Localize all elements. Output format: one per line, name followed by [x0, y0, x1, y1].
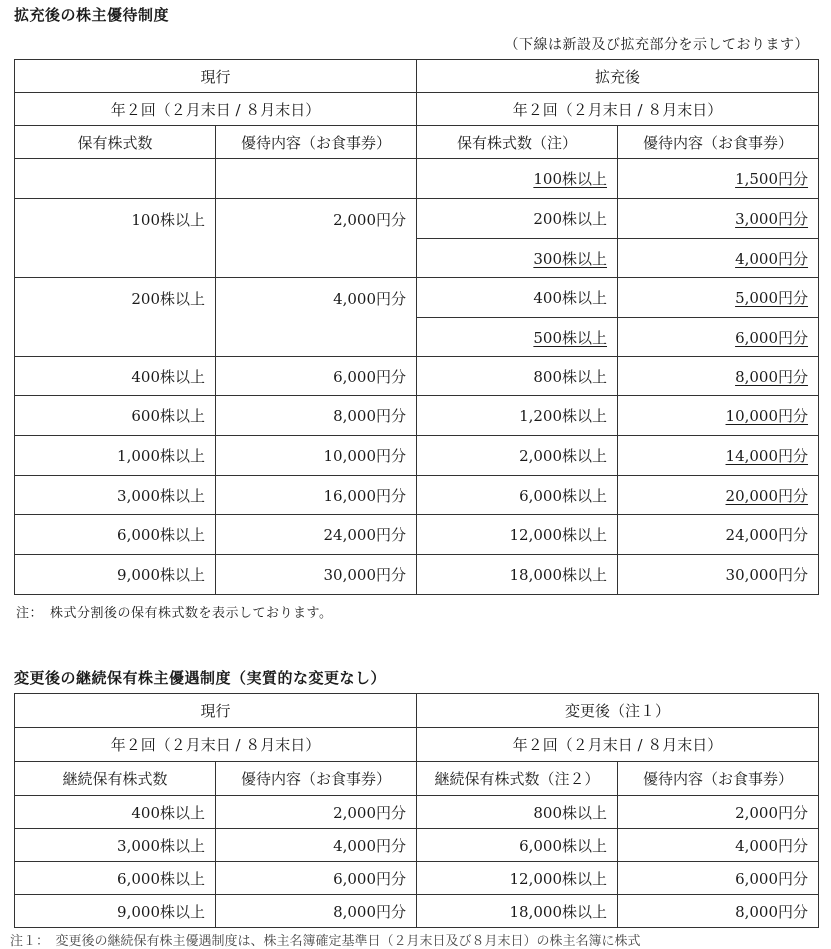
expanded-benefit-cell: 1,500円分 — [618, 159, 819, 199]
schedule-changed: 年２回（２月末日 / ８月末日） — [417, 728, 819, 762]
expanded-shares-cell: 6,000株以上 — [417, 476, 618, 515]
current-shares-cell: 3,000株以上 — [15, 476, 216, 515]
changed-shares-cell: 18,000株以上 — [417, 895, 618, 928]
expanded-shares-cell: 18,000株以上 — [417, 555, 618, 595]
current-shares-cell: 200株以上 — [15, 278, 216, 357]
section2-cutoff-note: 注１： 変更後の継続保有株主優遇制度は、株主名簿確定基準日（２月末日及び８月末日）の株主名簿に株式 — [10, 934, 641, 949]
schedule-expanded: 年２回（２月末日 / ８月末日） — [417, 93, 819, 126]
changed-shares-cell: 6,000株以上 — [417, 829, 618, 862]
col-header-shares: 継続保有株式数 — [15, 762, 216, 796]
expanded-shares-cell: 500株以上 — [417, 318, 618, 357]
col-header-benefit: 優待内容（お食事券） — [216, 762, 417, 796]
col-header-shares: 保有株式数 — [15, 126, 216, 159]
underline-legend-note: （下線は新設及び拡充部分を示しております） — [504, 37, 809, 53]
current-shares-cell: 400株以上 — [15, 357, 216, 396]
expanded-shares-cell: 300株以上 — [417, 239, 618, 278]
col-header-benefit: 優待内容（お食事券） — [216, 126, 417, 159]
changed-benefit-cell: 2,000円分 — [618, 796, 819, 829]
current-shares-cell: 100株以上 — [15, 199, 216, 278]
expanded-benefit-cell: 20,000円分 — [618, 476, 819, 515]
current-shares-cell — [15, 159, 216, 199]
current-shares-cell: 9,000株以上 — [15, 555, 216, 595]
expanded-benefit-cell: 30,000円分 — [618, 555, 819, 595]
header-current: 現行 — [15, 60, 417, 93]
changed-benefit-cell: 4,000円分 — [618, 829, 819, 862]
expanded-shares-cell: 1,200株以上 — [417, 396, 618, 436]
expanded-benefit-cell: 5,000円分 — [618, 278, 819, 318]
current-shares-cell: 400株以上 — [15, 796, 216, 829]
expanded-benefit-cell: 6,000円分 — [618, 318, 819, 357]
current-benefit-cell: 10,000円分 — [216, 436, 417, 476]
current-benefit-cell: 6,000円分 — [216, 862, 417, 895]
current-benefit-cell: 8,000円分 — [216, 396, 417, 436]
current-shares-cell: 3,000株以上 — [15, 829, 216, 862]
current-benefit-cell: 16,000円分 — [216, 476, 417, 515]
current-benefit-cell: 4,000円分 — [216, 829, 417, 862]
col-header-benefit: 優待内容（お食事券） — [618, 762, 819, 796]
expanded-benefit-cell: 14,000円分 — [618, 436, 819, 476]
header-current: 現行 — [15, 694, 417, 728]
expanded-benefit-cell: 4,000円分 — [618, 239, 819, 278]
section1-footnote: 注： 株式分割後の保有株式数を表示しております。 — [16, 606, 333, 621]
current-benefit-cell: 2,000円分 — [216, 199, 417, 278]
col-header-benefit: 優待内容（お食事券） — [618, 126, 819, 159]
expanded-shares-cell: 400株以上 — [417, 278, 618, 318]
expanded-benefit-cell: 24,000円分 — [618, 515, 819, 555]
col-header-shares-note: 保有株式数（注） — [417, 126, 618, 159]
current-benefit-cell: 8,000円分 — [216, 895, 417, 928]
current-shares-cell: 1,000株以上 — [15, 436, 216, 476]
current-shares-cell: 9,000株以上 — [15, 895, 216, 928]
header-expanded: 拡充後 — [417, 60, 819, 93]
changed-shares-cell: 800株以上 — [417, 796, 618, 829]
current-benefit-cell: 2,000円分 — [216, 796, 417, 829]
current-benefit-cell: 30,000円分 — [216, 555, 417, 595]
expanded-benefit-table — [14, 59, 819, 595]
changed-benefit-cell: 8,000円分 — [618, 895, 819, 928]
col-header-shares-note: 継続保有株式数（注２） — [417, 762, 618, 796]
continuous-holder-table — [14, 693, 819, 928]
expanded-shares-cell: 200株以上 — [417, 199, 618, 239]
header-changed: 変更後（注１） — [417, 694, 819, 728]
expanded-shares-cell: 2,000株以上 — [417, 436, 618, 476]
current-shares-cell: 6,000株以上 — [15, 862, 216, 895]
expanded-shares-cell: 800株以上 — [417, 357, 618, 396]
current-benefit-cell: 4,000円分 — [216, 278, 417, 357]
current-shares-cell: 6,000株以上 — [15, 515, 216, 555]
expanded-shares-cell: 12,000株以上 — [417, 515, 618, 555]
section1-title: 拡充後の株主優待制度 — [14, 6, 170, 24]
current-benefit-cell: 24,000円分 — [216, 515, 417, 555]
schedule-current: 年２回（２月末日 / ８月末日） — [15, 728, 417, 762]
expanded-benefit-cell: 3,000円分 — [618, 199, 819, 239]
current-shares-cell: 600株以上 — [15, 396, 216, 436]
section2-title: 変更後の継続保有株主優遇制度（実質的な変更なし） — [14, 669, 387, 687]
expanded-benefit-cell: 10,000円分 — [618, 396, 819, 436]
current-benefit-cell: 6,000円分 — [216, 357, 417, 396]
schedule-current: 年２回（２月末日 / ８月末日） — [15, 93, 417, 126]
changed-benefit-cell: 6,000円分 — [618, 862, 819, 895]
expanded-benefit-cell: 8,000円分 — [618, 357, 819, 396]
current-benefit-cell — [216, 159, 417, 199]
expanded-shares-cell: 100株以上 — [417, 159, 618, 199]
changed-shares-cell: 12,000株以上 — [417, 862, 618, 895]
